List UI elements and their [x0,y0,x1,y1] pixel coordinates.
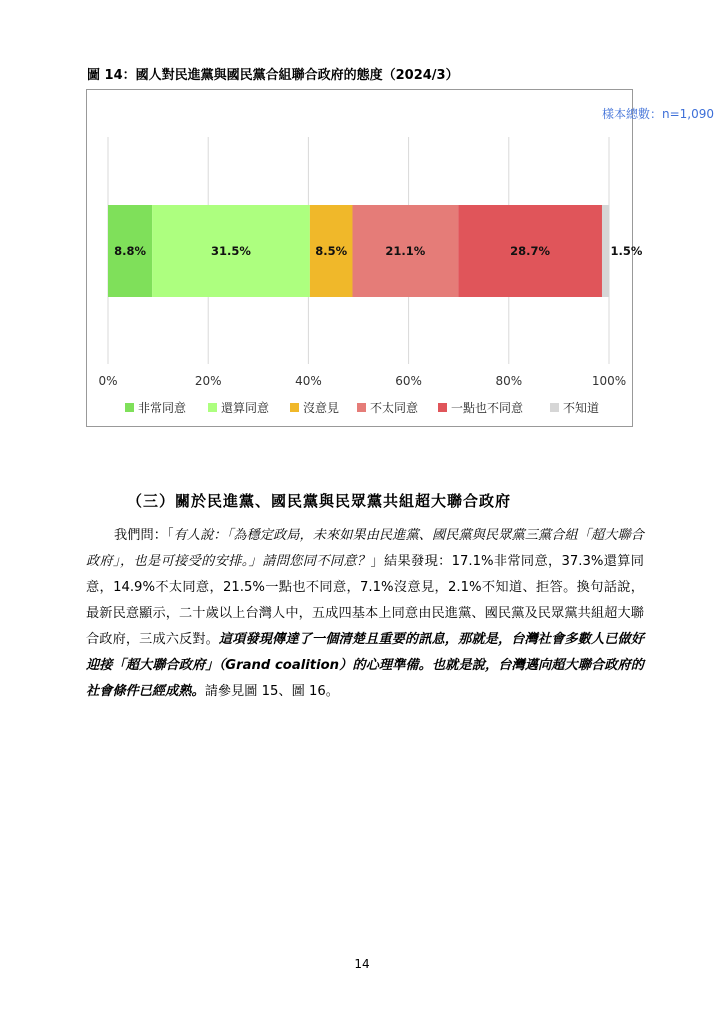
legend-label: 不太同意 [370,401,419,415]
legend-swatch [550,403,559,412]
legend-label: 不知道 [563,401,600,415]
paragraph-intro: 我們問：「 [114,528,174,543]
legend-swatch [290,403,299,412]
x-axis-ticks [98,374,626,388]
paragraph-reference: 請參見圖 15、圖 16。 [204,684,339,699]
legend-label: 沒意見 [303,401,340,415]
body-paragraph [86,523,644,705]
sample-size-note: 樣本總數：n=1,090 [601,107,714,121]
figure-title: 圖 14：國人對民進黨與國民黨合組聯合政府的態度（2024/3） [87,68,459,83]
data-label: 8.5% [315,244,348,258]
x-tick-label: 60% [395,374,422,388]
legend [125,400,599,415]
page-number: 14 [354,957,370,971]
data-label: 28.7% [510,244,551,258]
legend-swatch [357,403,366,412]
legend-swatch [125,403,134,412]
stacked-bar-chart [0,0,724,440]
legend-label: 一點也不同意 [451,401,524,415]
legend-swatch [208,403,217,412]
data-label: 1.5% [610,244,643,258]
bar-segment [602,205,610,297]
key-finding: 這項發現傳達了一個清楚且重要的訊息，那就是，台灣社會多數人已做好迎接「超大聯合政府」（Grand coalition）的心理準備。也就是說，台灣邁向超大聯合政府的社會條件已經成熟。 [86,632,645,699]
x-tick-label: 80% [495,374,523,388]
data-label: 21.1% [385,244,426,258]
x-tick-label: 40% [295,374,322,388]
legend-swatch [438,403,447,412]
legend-label: 還算同意 [221,401,270,415]
x-tick-label: 0% [98,374,118,388]
data-label: 31.5% [211,244,251,258]
section-heading: （三）關於民進黨、國民黨與民眾黨共組超大聯合政府 [127,492,512,510]
legend-label: 非常同意 [138,401,187,415]
paragraph-results: 」結果發現：17.1%非常同意，37.3%還算同意，14.9%不太同意，21.5%一點也不同意，7.1%沒意見，2.1%不知道、拒答。換句話說，最新民意顯示，二十歲以上台灣人中，五成四基本上同意由民進黨、國民黨及民眾黨共組超大聯合政府，三成六反對。 [86,554,644,647]
question-quote: 有人說：「為穩定政局，未來如果由民進黨、國民黨與民眾黨三黨合組「超大聯合政府」，也是可接受的安排。」請問您同不同意？ [86,528,644,569]
data-label: 8.8% [114,244,146,258]
x-tick-label: 100% [591,374,627,388]
x-tick-label: 20% [194,374,222,388]
